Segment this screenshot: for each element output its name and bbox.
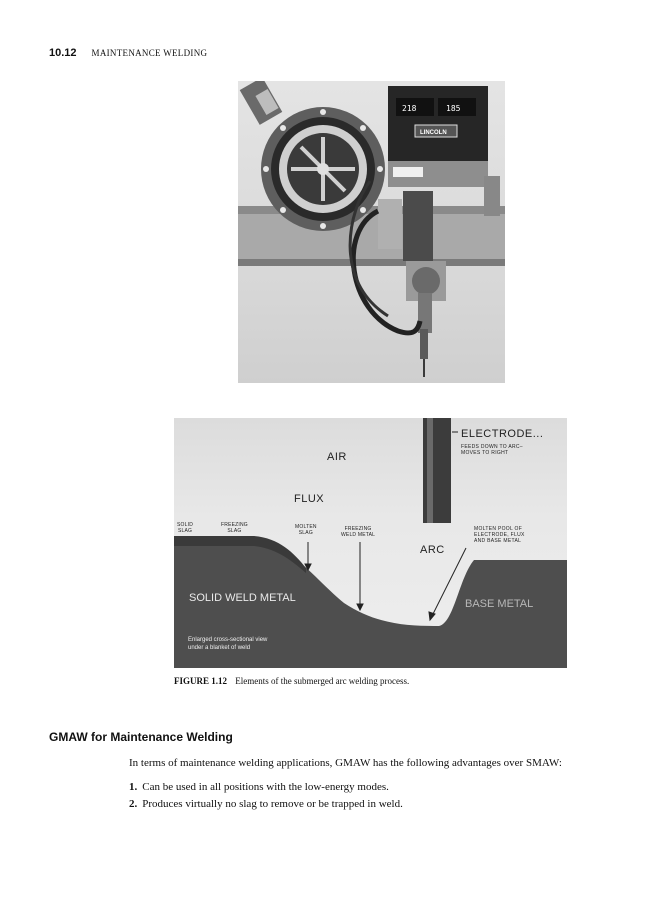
advantages-list <box>129 781 403 815</box>
label-solid-slag <box>177 522 193 534</box>
label-air: AIR <box>327 451 347 463</box>
welding-machine-photo <box>238 81 505 383</box>
freezing-slag-line-1: FREEZING <box>221 522 248 528</box>
list-item-number: 2. <box>129 798 138 810</box>
molten-pool-line-3: AND BASE METAL <box>474 538 522 544</box>
list-item <box>129 781 403 793</box>
label-flux: FLUX <box>294 493 325 505</box>
submerged-arc-diagram <box>174 418 567 668</box>
molten-slag-line-1: MOLTEN <box>295 524 317 530</box>
brand-label: LINCOLN <box>420 130 447 136</box>
figure-caption-text: Elements of the submerged arc welding process. <box>235 676 410 686</box>
label-freezing-slag <box>221 522 248 534</box>
list-item <box>129 798 403 810</box>
label-electrode-note <box>461 444 523 456</box>
page-number: 10.12 <box>49 47 77 59</box>
figure-label: FIGURE 1.12 <box>174 676 228 686</box>
molten-pool-line-2: ELECTRODE, FLUX <box>474 532 525 538</box>
label-solid-weld-metal: SOLID WELD METAL <box>189 592 296 604</box>
welding-machine-illustration <box>238 81 505 383</box>
freezing-weld-line-1: FREEZING <box>344 526 372 532</box>
label-base-metal: BASE METAL <box>465 598 534 610</box>
running-section-title: MAINTENANCE WELDING <box>91 48 208 58</box>
label-arc: ARC <box>420 544 445 556</box>
label-freezing-weld-metal <box>341 526 375 538</box>
molten-slag-line-2: SLAG <box>298 530 313 536</box>
solid-slag-line-2: SLAG <box>177 528 193 534</box>
enlarged-line-1: Enlarged cross-sectional view <box>188 637 268 643</box>
label-electrode: ELECTRODE... <box>461 428 544 440</box>
molten-pool-line-1: MOLTEN POOL OF <box>474 526 523 532</box>
list-item-text: Produces virtually no slag to remove or be trapped in weld. <box>142 798 403 810</box>
label-molten-slag <box>295 524 317 536</box>
meter-left: 218 <box>402 104 417 113</box>
electrode-note-line-1: FEEDS DOWN TO ARC– <box>461 444 523 450</box>
meter-right: 185 <box>446 104 461 113</box>
list-item-text: Can be used in all positions with the low-energy modes. <box>142 781 389 793</box>
label-molten-pool <box>474 526 525 544</box>
freezing-weld-line-2: WELD METAL <box>341 532 376 538</box>
figure-caption <box>174 676 409 686</box>
enlarged-line-2: under a blanket of weld <box>188 645 251 651</box>
intro-paragraph: In terms of maintenance welding applications, GMAW has the following advantages over SMAW: <box>129 757 562 769</box>
running-head <box>49 47 207 59</box>
freezing-slag-line-2: SLAG <box>227 528 242 534</box>
list-item-number: 1. <box>129 781 138 793</box>
solid-slag-line-1: SOLID <box>177 522 194 528</box>
section-heading: GMAW for Maintenance Welding <box>49 730 233 744</box>
label-enlarged-view <box>188 636 267 652</box>
electrode-note-line-2: MOVES TO RIGHT <box>461 450 509 456</box>
